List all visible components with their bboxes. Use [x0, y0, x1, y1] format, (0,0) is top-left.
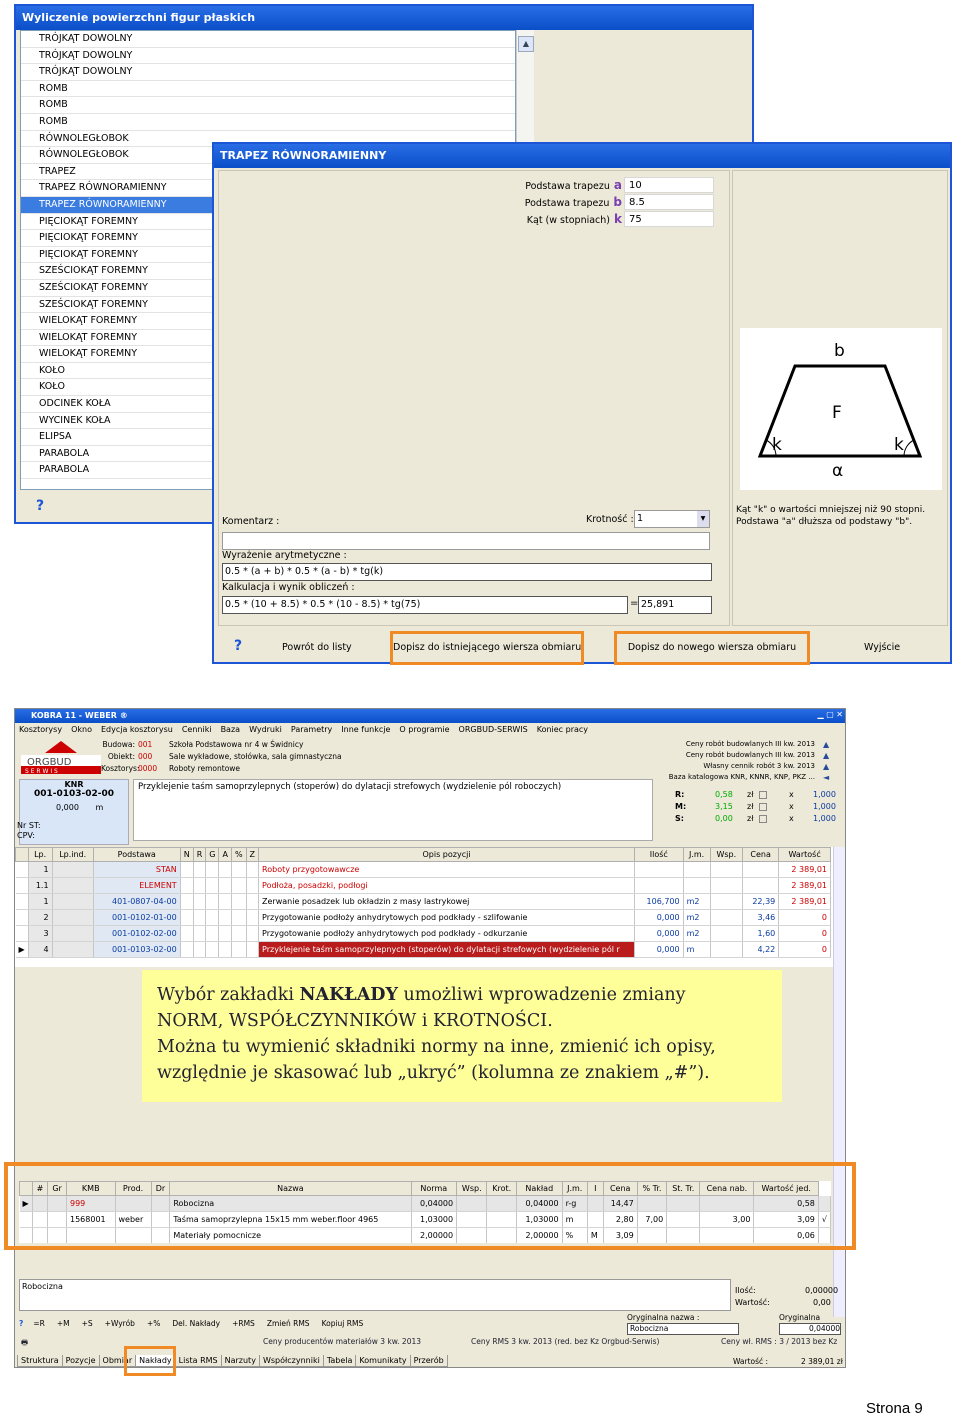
- list-item[interactable]: ELIPSA: [21, 429, 515, 446]
- krotnosc-select[interactable]: 1 ▾: [634, 510, 710, 528]
- list-item[interactable]: SZEŚCIOKĄT FOREMNY: [21, 280, 515, 297]
- quantity-summary: Ilość: 0,00000 Wartość: 0,00: [735, 1286, 839, 1307]
- column-header[interactable]: Dr: [151, 1182, 170, 1196]
- toolbar-button[interactable]: Del. Nakłady: [172, 1319, 221, 1328]
- nr-st-label: Nr ST:: [17, 821, 41, 830]
- label-k-right: k: [894, 435, 904, 455]
- param-input[interactable]: 10: [624, 177, 714, 193]
- tab-9[interactable]: Przerób: [410, 1355, 448, 1367]
- info-row: Kosztorys:0000 Roboty remontowe: [101, 764, 241, 773]
- catalog-line[interactable]: Baza katalogowa KNR, KNNR, KNP, PKZ ...: [668, 773, 815, 781]
- list-item[interactable]: WYCINEK KOŁA: [21, 413, 515, 430]
- inputs-highlight-frame: [4, 1162, 856, 1250]
- column-header[interactable]: Nakład: [516, 1182, 562, 1196]
- positions-table: [15, 847, 845, 967]
- table-row[interactable]: 3 001-0102-02-00 Przygotowanie podłoży anhydrytowych pod podkłady - odkurzanie 0,000 m2 1,60 0: [16, 926, 831, 942]
- tab-6[interactable]: Współczynniki: [259, 1355, 324, 1367]
- table-row[interactable]: Materiały pomocnicze 2,00000 2,00000 % M 3,09 0,06: [20, 1228, 831, 1244]
- menu-item[interactable]: Inne funkcje: [341, 725, 391, 734]
- list-item[interactable]: PARABOLA: [21, 446, 515, 463]
- catalog-arrows-icon[interactable]: ▲ ▲ ▲ ◄: [823, 740, 830, 782]
- orig-norm-label: Oryginalna: [779, 1313, 821, 1322]
- toolbar-button[interactable]: +%: [146, 1319, 161, 1328]
- list-item[interactable]: TRÓJKĄT DOWOLNY: [21, 64, 515, 81]
- price-catalogs: [655, 739, 815, 783]
- catalog-line[interactable]: Ceny robót budowlanych III kw. 2013: [685, 751, 815, 759]
- menu-bar: [15, 723, 845, 737]
- append-new-row-button[interactable]: Dopisz do nowego wiersza obmiaru: [614, 631, 810, 665]
- param-label: Podstawa trapezu a: [525, 178, 622, 192]
- tab-8[interactable]: Komunikaty: [355, 1355, 410, 1367]
- footer-value-label: Wartość :: [733, 1357, 769, 1366]
- calc-label: Kalkulacja i wynik obliczeń :: [222, 582, 355, 593]
- price-sources: 🖶 Ceny producentów materiałów 3 kw. 2013 Ceny RMS 3 kw. 2013 (red. bez Kz Orgbud-Serwis) Ceny wł. RMS : 3 / 2013 bez Kz: [21, 1337, 838, 1347]
- tab-3[interactable]: Nakłady: [135, 1355, 176, 1367]
- list-item[interactable]: WIELOKĄT FOREMNY: [21, 330, 515, 347]
- scroll-up-icon[interactable]: ▲: [518, 36, 534, 52]
- column-header[interactable]: I: [587, 1182, 603, 1196]
- column-header[interactable]: Z: [246, 848, 258, 862]
- column-header[interactable]: #: [32, 1182, 48, 1196]
- tab-4[interactable]: Lista RMS: [175, 1355, 222, 1367]
- table-header: [16, 848, 831, 862]
- knr-box: KNR 001-0103-02-00 0,000 m: [19, 779, 129, 845]
- menu-item[interactable]: Baza: [220, 725, 241, 734]
- column-header[interactable]: Prod.: [115, 1182, 151, 1196]
- equals-sign: =: [630, 598, 639, 609]
- position-description[interactable]: Przyklejenie taśm samoprzylepnych (stoperów) do dylatacji strefowych (wydzielenie pól roboczych): [133, 779, 653, 841]
- param-input[interactable]: 8.5: [624, 194, 714, 210]
- table-row[interactable]: 1568001 weber Taśma samoprzylepna 15x15 mm weber.floor 4965 1,03000 1,03000 m 2,80 7,00 3,00 3,09 √: [20, 1212, 831, 1228]
- table-row[interactable]: 1 401-0807-04-00 Zerwanie posadzek lub okładzin z masy lastrykowej 106,700 m2 22,39 2 389,01: [16, 894, 831, 910]
- list-item[interactable]: ODCINEK KOŁA: [21, 396, 515, 413]
- column-header[interactable]: %: [231, 848, 246, 862]
- tab-7[interactable]: Tabela: [323, 1355, 357, 1367]
- column-header[interactable]: KMB: [67, 1182, 116, 1196]
- rms-row: R: 0,58 zł x 1,000: [675, 790, 836, 799]
- column-header[interactable]: Cena: [742, 848, 778, 862]
- exit-button[interactable]: Wyjście: [864, 642, 901, 653]
- help-icon[interactable]: ?: [234, 638, 243, 654]
- toolbar-button[interactable]: +Wyrób: [104, 1319, 135, 1328]
- param-input[interactable]: 75: [624, 211, 714, 227]
- help-icon[interactable]: ?: [19, 1319, 24, 1328]
- cpv-label: CPV:: [17, 831, 35, 840]
- column-header[interactable]: Ilość: [635, 848, 684, 862]
- list-item[interactable]: KOŁO: [21, 379, 515, 396]
- checkbox[interactable]: [759, 815, 767, 823]
- menu-item[interactable]: O programie: [399, 725, 450, 734]
- window-controls-icon[interactable]: ▁ ▢ ✕: [817, 710, 843, 719]
- list-item[interactable]: PIĘCIOKĄT FOREMNY: [21, 214, 515, 231]
- column-header[interactable]: G: [206, 848, 219, 862]
- label-b: b: [834, 341, 845, 361]
- toolbar-button[interactable]: +RMS: [232, 1319, 255, 1328]
- nakłady-tab-highlight: [124, 1346, 176, 1376]
- comment-label: Komentarz :: [222, 516, 280, 527]
- bottom-tabs: [17, 1355, 447, 1367]
- list-item[interactable]: TRAPEZ: [21, 164, 515, 181]
- tab-1[interactable]: Pozycje: [62, 1355, 100, 1367]
- catalog-line[interactable]: Własny cennik robót 3 kw. 2013: [703, 762, 815, 770]
- column-header[interactable]: Cena nab.: [700, 1182, 754, 1196]
- list-item[interactable]: WIELOKĄT FOREMNY: [21, 313, 515, 330]
- krotnosc-label: Krotność :: [586, 514, 634, 525]
- knr-code: 001-0103-02-00: [33, 789, 115, 799]
- list-item[interactable]: ROMB: [21, 97, 515, 114]
- orig-name-field: Robocizna: [627, 1323, 739, 1335]
- explanation-note: Wybór zakładki NAKŁADY umożliwi wprowadzenie zmiany NORM, WSPÓŁCZYNNIKÓW i KROTNOŚCI. Można tu wymienić składniki normy na inne, zmienić ich opisy, względnie je skasować lub „ukryć” (kolumna ze znakiem „#”).: [142, 970, 782, 1102]
- rms-coefficients: [675, 789, 845, 825]
- resource-name-input[interactable]: Robocizna: [19, 1279, 731, 1311]
- column-header[interactable]: Wartość jed.: [754, 1182, 818, 1196]
- list-item[interactable]: PIĘCIOKĄT FOREMNY: [21, 247, 515, 264]
- list-item[interactable]: SZEŚCIOKĄT FOREMNY: [21, 297, 515, 314]
- column-header[interactable]: % Tr.: [637, 1182, 667, 1196]
- trapezoid-window: [212, 142, 952, 664]
- column-header[interactable]: Nazwa: [170, 1182, 411, 1196]
- info-row: Budowa: 001 Szkoła Podstawowa nr 4 w Świdnicy: [102, 740, 304, 749]
- window-title: TRAPEZ RÓWNORAMIENNY: [214, 144, 950, 168]
- column-header[interactable]: Podstawa: [93, 848, 180, 862]
- param-label: Podstawa trapezu b: [524, 195, 622, 209]
- toolbar-button[interactable]: +S: [81, 1319, 93, 1328]
- table-row[interactable]: 1 STAN Roboty przygotowawcze 2 389,01: [16, 862, 831, 878]
- orgbud-logo: [19, 739, 103, 775]
- menu-item[interactable]: Koniec pracy: [536, 725, 589, 734]
- toolbar-button[interactable]: +M: [56, 1319, 70, 1328]
- bottom-toolbar: [19, 1319, 375, 1328]
- back-to-list-button[interactable]: Powrót do listy: [282, 642, 352, 653]
- menu-item[interactable]: Cenniki: [181, 725, 212, 734]
- expr-label: Wyrażenie arytmetyczne :: [222, 550, 347, 561]
- orig-norm-field: 0,04000: [779, 1323, 841, 1335]
- kobra-title: KOBRA 11 - WEBER ®: [15, 709, 845, 723]
- list-item[interactable]: ROMB: [21, 81, 515, 98]
- svg-text:S E R W I S: S E R W I S: [25, 768, 58, 775]
- column-header[interactable]: Wartość: [779, 848, 831, 862]
- list-item[interactable]: TRAPEZ RÓWNORAMIENNY: [21, 180, 515, 197]
- append-existing-row-button[interactable]: Dopisz do istniejącego wiersza obmiaru: [390, 631, 584, 665]
- tab-5[interactable]: Narzuty: [221, 1355, 260, 1367]
- column-header[interactable]: R: [193, 848, 206, 862]
- catalog-line[interactable]: Ceny robót budowlanych III kw. 2013: [685, 740, 815, 748]
- result-field: 25,891: [638, 596, 712, 614]
- list-item[interactable]: RÓWNOLEGŁOBOK: [21, 131, 515, 148]
- rms-row: S: 0,00 zł x 1,000: [675, 814, 836, 823]
- menu-item[interactable]: Edycja kosztorysu: [100, 725, 173, 734]
- label-k-left: k: [772, 435, 782, 455]
- menu-item[interactable]: Okno: [71, 725, 92, 734]
- toolbar-button[interactable]: Kopiuj RMS: [321, 1319, 364, 1328]
- label-F: F: [832, 403, 842, 423]
- list-item[interactable]: PIĘCIOKĄT FOREMNY: [21, 230, 515, 247]
- list-item[interactable]: RÓWNOLEGŁOBOK: [21, 147, 515, 164]
- svg-text:ORGBUD: ORGBUD: [27, 757, 72, 768]
- column-header[interactable]: Wsp.: [457, 1182, 487, 1196]
- column-header[interactable]: J.m.: [562, 1182, 587, 1196]
- list-item[interactable]: SZEŚCIOKĄT FOREMNY: [21, 263, 515, 280]
- menu-item[interactable]: Wydruki: [249, 725, 282, 734]
- calc-field: 0.5 * (10 + 8.5) * 0.5 * (10 - 8.5) * tg(75): [222, 596, 628, 614]
- hint-text: Kąt "k" o wartości mniejszej niż 90 stopni. Podstawa "a" dłuższa od podstawy "b".: [736, 505, 926, 527]
- column-header[interactable]: J.m.: [683, 848, 710, 862]
- trapezoid-figure: [740, 328, 942, 490]
- param-label: Kąt (w stopniach) k: [526, 212, 622, 226]
- table-row[interactable]: 1.1 ELEMENT Podłoża, posadzki, podłogi 2 389,01: [16, 878, 831, 894]
- list-item[interactable]: TRÓJKĄT DOWOLNY: [21, 31, 515, 48]
- column-header[interactable]: Norma: [411, 1182, 457, 1196]
- list-item[interactable]: PARABOLA: [21, 462, 515, 479]
- menu-item[interactable]: Kosztorysy: [19, 725, 63, 734]
- comment-input[interactable]: [222, 532, 710, 550]
- label-alpha: α: [832, 461, 844, 481]
- table-row[interactable]: ▶ 999 Robocizna 0,04000 0,04000 r-g 14,47 0,58: [20, 1196, 831, 1212]
- column-header[interactable]: Lp.ind.: [52, 848, 93, 862]
- menu-item[interactable]: ORGBUD-SERWIS: [458, 725, 528, 734]
- column-header[interactable]: Gr: [48, 1182, 67, 1196]
- help-icon[interactable]: ?: [36, 498, 45, 514]
- list-item[interactable]: ROMB: [21, 114, 515, 131]
- tab-2[interactable]: Obmiar: [99, 1355, 137, 1367]
- checkbox[interactable]: [759, 803, 767, 811]
- column-header[interactable]: Lp.: [28, 848, 52, 862]
- list-item[interactable]: TRÓJKĄT DOWOLNY: [21, 48, 515, 65]
- chevron-down-icon: ▾: [697, 511, 709, 527]
- column-header[interactable]: Opis pozycji: [259, 848, 635, 862]
- toolbar-button[interactable]: =R: [33, 1319, 45, 1328]
- list-item[interactable]: TRAPEZ RÓWNORAMIENNY: [21, 197, 515, 214]
- printer-icon: 🖶: [21, 1338, 29, 1347]
- list-item[interactable]: WIELOKĄT FOREMNY: [21, 346, 515, 363]
- tab-0[interactable]: Struktura: [17, 1355, 63, 1367]
- rms-row: M: 3,15 zł x 1,000: [675, 802, 836, 811]
- project-info: [101, 739, 342, 775]
- table-row[interactable]: 2 001-0102-01-00 Przygotowanie podłoży anhydrytowych pod podkłady - szlifowanie 0,000 m2 3,46 0: [16, 910, 831, 926]
- list-item[interactable]: KOŁO: [21, 363, 515, 380]
- expr-field[interactable]: 0.5 * (a + b) * 0.5 * (a - b) * tg(k): [222, 563, 712, 581]
- table-row[interactable]: ▶ 4 001-0103-02-00 Przyklejenie taśm samoprzylepnych (stoperów) do dylatacji strefowych (wydzielenie pól r 0,000 m 4,22 0: [16, 942, 831, 958]
- checkbox[interactable]: [759, 791, 767, 799]
- orig-name-label: Oryginalna nazwa :: [627, 1313, 700, 1322]
- info-row: Obiekt: 000 Sale wykładowe, stołówka, sala gimnastyczna: [107, 752, 342, 761]
- page-number: Strona 9: [866, 1400, 923, 1417]
- column-header[interactable]: N: [180, 848, 193, 862]
- column-header[interactable]: St. Tr.: [667, 1182, 700, 1196]
- menu-item[interactable]: Parametry: [290, 725, 333, 734]
- window-title: Wyliczenie powierzchni figur płaskich: [16, 6, 752, 30]
- footer-value: 2 389,01 zł: [801, 1357, 843, 1366]
- column-header[interactable]: Cena: [603, 1182, 637, 1196]
- column-header[interactable]: A: [219, 848, 231, 862]
- toolbar-button[interactable]: Zmień RMS: [266, 1319, 310, 1328]
- column-header[interactable]: Wsp.: [710, 848, 742, 862]
- column-header[interactable]: Krot.: [487, 1182, 517, 1196]
